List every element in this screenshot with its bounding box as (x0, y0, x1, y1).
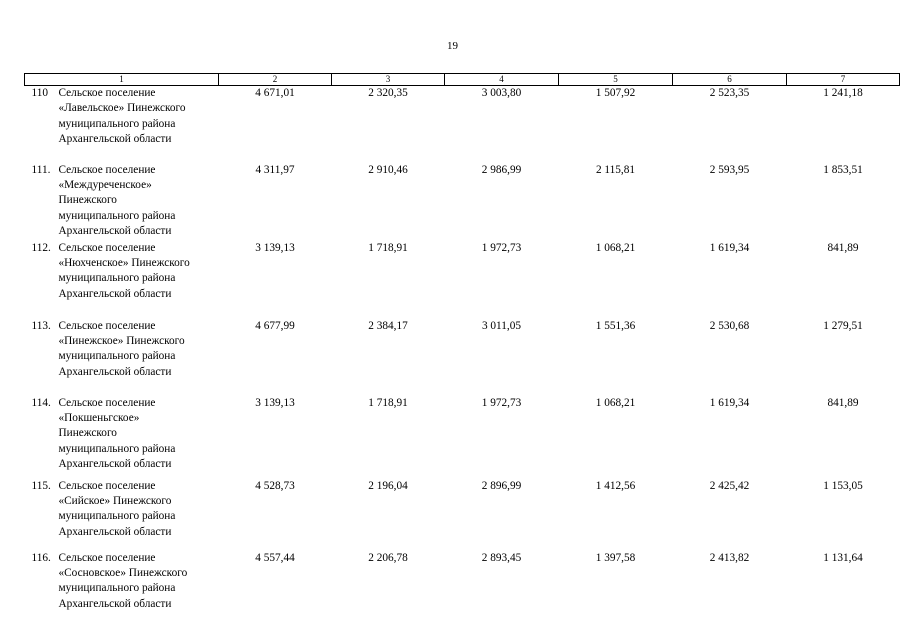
row-name-cell (25, 319, 219, 396)
row-value-col-6: 2 523,35 (709, 87, 750, 99)
row-name: Сельское поселение «Междуреченское» Пинежского муниципального района Архангельской области (58, 163, 176, 238)
row-value-col-5: 1 551,36 (595, 319, 636, 332)
row-value-col-7: 841,89 (827, 241, 859, 254)
row-value-col-3: 1 718,91 (368, 241, 408, 254)
row-value-col-4: 2 893,45 (481, 551, 522, 564)
row-index: 111. (31, 163, 51, 176)
table-row (25, 86, 900, 163)
row-index: 110 (31, 87, 49, 99)
row-value-col-3: 2 196,04 (368, 479, 408, 492)
row-value-col-2: 4 528,73 (255, 479, 295, 492)
row-value-col-5: 1 412,56 (595, 479, 636, 492)
row-name-cell (25, 163, 219, 241)
table-row (25, 551, 900, 621)
row-value-col-3: 2 910,46 (368, 163, 408, 176)
header-row (25, 74, 900, 86)
col-header: 6 (673, 74, 787, 86)
row-value-col-6: 2 425,42 (709, 479, 750, 492)
col-header: 3 (332, 74, 445, 86)
row-name: Сельское поселение «Сосновское» Пинежского муниципального района Архангельской области (58, 551, 188, 610)
row-value-col-2: 3 139,13 (255, 396, 295, 409)
row-value-col-7: 1 853,51 (823, 163, 863, 176)
row-value-col-3: 2 384,17 (368, 319, 408, 332)
row-value-col-4: 1 972,73 (481, 241, 522, 254)
row-value-col-4: 2 986,99 (481, 163, 522, 176)
data-table (24, 73, 900, 621)
row-index: 115. (31, 479, 51, 492)
row-name-cell (25, 241, 219, 319)
col-header: 5 (559, 74, 673, 86)
row-value-col-2: 4 671,01 (255, 87, 295, 99)
row-value-col-7: 1 131,64 (823, 551, 863, 564)
row-value-col-7: 841,89 (827, 396, 859, 409)
row-value-col-7: 1 153,05 (823, 479, 863, 492)
row-name: Сельское поселение «Пинежское» Пинежского муниципального района Архангельской области (58, 319, 185, 378)
row-name-cell (25, 396, 219, 479)
row-value-col-3: 2 206,78 (368, 551, 408, 564)
row-value-col-7: 1 279,51 (823, 319, 863, 332)
row-name-cell (25, 551, 219, 621)
col-header: 1 (25, 74, 219, 86)
row-value-col-6: 1 619,34 (709, 396, 750, 409)
table-row (25, 396, 900, 479)
row-value-col-7: 1 241,18 (823, 87, 863, 99)
row-name: Сельское поселение «Сийское» Пинежского муниципального района Архангельской области (58, 479, 176, 538)
row-value-col-5: 1 068,21 (595, 396, 636, 409)
row-value-col-4: 3 003,80 (481, 87, 522, 99)
col-header: 4 (445, 74, 559, 86)
page-number: 19 (447, 40, 458, 52)
row-value-col-6: 2 530,68 (709, 319, 750, 332)
col-header: 2 (219, 74, 332, 86)
row-value-col-6: 1 619,34 (709, 241, 750, 254)
row-value-col-2: 4 557,44 (255, 551, 295, 564)
row-name-cell (25, 479, 219, 551)
row-index: 112. (31, 241, 51, 254)
col-header: 7 (787, 74, 900, 86)
table-row (25, 163, 900, 241)
row-value-col-2: 4 311,97 (255, 163, 295, 176)
row-value-col-4: 1 972,73 (481, 396, 522, 409)
row-index: 113. (31, 319, 51, 332)
table-row (25, 241, 900, 319)
table-row (25, 319, 900, 396)
row-index: 114. (31, 396, 51, 409)
row-value-col-5: 1 397,58 (595, 551, 636, 564)
row-value-col-2: 4 677,99 (255, 319, 295, 332)
row-value-col-4: 2 896,99 (481, 479, 522, 492)
row-value-col-6: 2 593,95 (709, 163, 750, 176)
row-value-col-3: 2 320,35 (368, 87, 408, 99)
row-value-col-2: 3 139,13 (255, 241, 295, 254)
row-value-col-5: 1 068,21 (595, 241, 636, 254)
row-value-col-3: 1 718,91 (368, 396, 408, 409)
row-name: Сельское поселение «Нюхченское» Пинежского муниципального района Архангельской области (58, 241, 190, 300)
row-value-col-4: 3 011,05 (481, 319, 522, 332)
row-index: 116. (31, 551, 51, 564)
row-name-cell (25, 86, 219, 163)
row-value-col-5: 1 507,92 (595, 87, 636, 99)
row-value-col-6: 2 413,82 (709, 551, 750, 564)
row-name: Сельское поселение «Покшеньгское» Пинежского муниципального района Архангельской области (58, 396, 176, 471)
row-value-col-5: 2 115,81 (595, 163, 636, 176)
table-row (25, 479, 900, 551)
row-name: Сельское поселение «Лавельское» Пинежского муниципального района Архангельской области (58, 87, 186, 146)
